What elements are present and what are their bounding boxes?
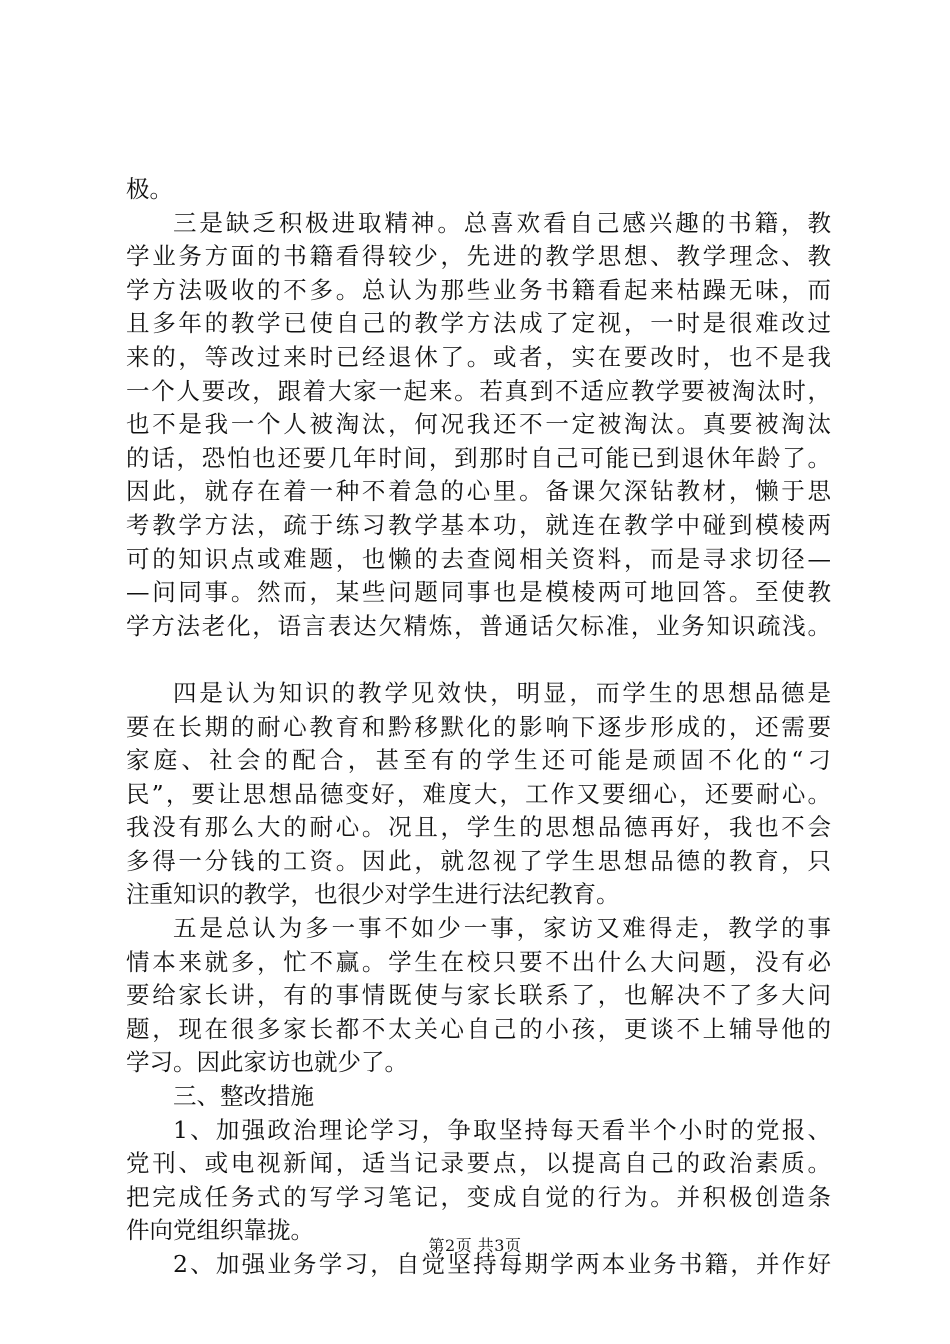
text-line: 学方法吸收的不多。总认为那些业务书籍看起来枯躁无味，而 — [126, 275, 831, 304]
text-line: 且多年的教学已使自己的教学方法成了定视，一时是很难改过 — [126, 309, 831, 338]
text-line: 要在长期的耐心教育和黔移默化的影响下逐步形成的，还需要 — [126, 712, 831, 741]
text-line: 学方法老化，语言表达欠精炼，普通话欠标准，业务知识疏浅。 — [126, 611, 831, 640]
document-body — [126, 173, 831, 1282]
text-line: 1、加强政治理论学习，争取坚持每天看半个小时的党报、 — [173, 1115, 831, 1144]
text-line: 极。 — [126, 175, 173, 203]
text-line: 情本来就多，忙不赢。学生在校只要不出什么大问题，没有必 — [126, 947, 831, 976]
paragraph-gap — [126, 643, 831, 677]
text-line: 多得一分钱的工资。因此，就忽视了学生思想品德的教育，只 — [126, 846, 831, 875]
text-line: 四是认为知识的教学见效快，明显，而学生的思想品德是 — [173, 678, 831, 707]
page-number-footer: 第2页 共3页 — [428, 1236, 522, 1255]
text-line: 题，现在很多家长都不太关心自己的小孩，更谈不上辅导他的 — [126, 1014, 831, 1043]
text-line: 考教学方法，疏于练习教学基本功，就连在教学中碰到模棱两 — [126, 510, 831, 539]
text-line: 来的，等改过来时已经退休了。或者，实在要改时，也不是我 — [126, 342, 831, 371]
text-line: —问同事。然而，某些问题同事也是模棱两可地回答。至使教 — [126, 578, 831, 607]
text-line: 要给家长讲，有的事情既使与家长联系了，也解决不了多大问 — [126, 981, 831, 1010]
text-line: 注重知识的教学，也很少对学生进行法纪教育。 — [126, 880, 620, 909]
text-line: 三是缺乏积极进取精神。总喜欢看自己感兴趣的书籍，教 — [173, 208, 831, 237]
text-line: 五是总认为多一事不如少一事，家访又难得走，教学的事 — [173, 914, 831, 943]
text-line: 学业务方面的书籍看得较少，先进的教学思想、教学理念、教 — [126, 242, 831, 271]
text-line: 我没有那么大的耐心。况且，学生的思想品德再好，我也不会 — [126, 813, 831, 842]
text-line: 民”，要让思想品德变好，难度大，工作又要细心，还要耐心。 — [126, 779, 831, 808]
text-line: 因此，就存在着一种不着急的心里。备课欠深钻教材，懒于思 — [126, 477, 831, 506]
text-line: 件向党组织靠拢。 — [126, 1216, 314, 1245]
text-line: 家庭、社会的配合，甚至有的学生还可能是顽固不化的“刁 — [126, 746, 831, 775]
text-line: 可的知识点或难题，也懒的去查阅相关资料，而是寻求切径— — [126, 544, 831, 573]
text-line: 把完成任务式的写学习笔记，变成自觉的行为。并积极创造条 — [126, 1182, 831, 1211]
text-line: 2、加强业务学习，自觉坚持每期学两本业务书籍，并作好 — [173, 1250, 831, 1278]
text-line: 学习。因此家访也就少了。 — [126, 1048, 408, 1077]
text-line: 的话，恐怕也还要几年时间，到那时自己可能已到退休年龄了。 — [126, 443, 831, 472]
section-heading: 三、整改措施 — [173, 1082, 314, 1111]
text-line: 也不是我一个人被淘汰，何况我还不一定被淘汰。真要被淘汰 — [126, 410, 831, 439]
text-line: 一个人要改，跟着大家一起来。若真到不适应教学要被淘汰时， — [126, 376, 831, 405]
text-line: 党刊、或电视新闻，适当记录要点，以提高自己的政治素质。 — [126, 1149, 831, 1178]
